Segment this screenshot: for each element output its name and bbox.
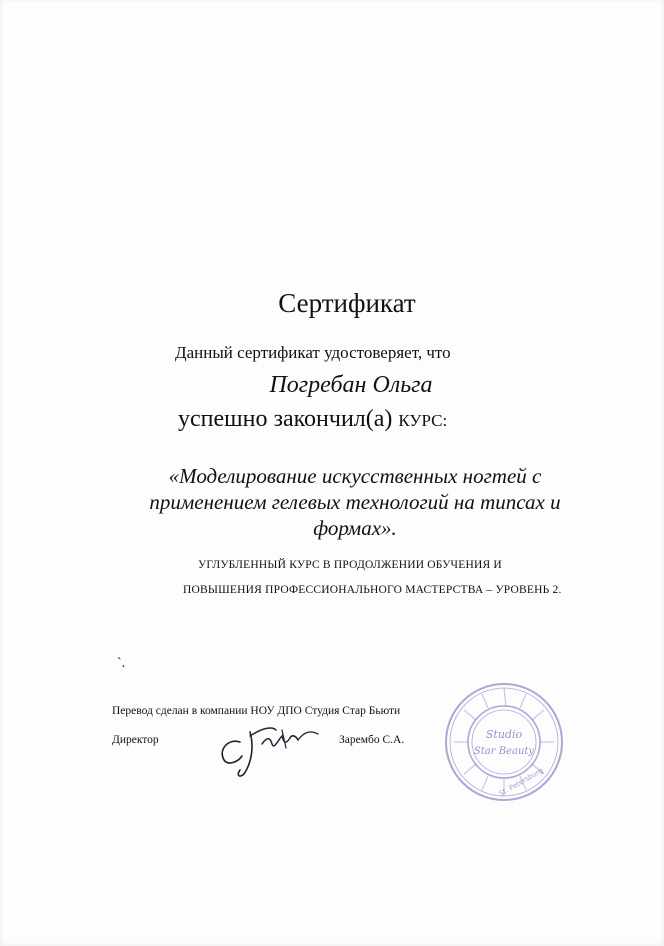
director-signature [210, 710, 335, 785]
completion-course-word: КУРС: [398, 411, 448, 430]
stray-mark: `. [117, 656, 126, 671]
stamp-ring-text: St. Petersburg [497, 766, 545, 799]
director-label: Директор [112, 734, 159, 746]
stamp-center-line-2: Star Beauty [473, 746, 535, 757]
translation-note: Перевод сделан в компании НОУ ДПО Студия Стар Бьюти [112, 705, 401, 717]
course-title-line-1: «Моделирование искусственных ногтей с [168, 464, 542, 488]
course-subtitle-line-2: ПОВЫШЕНИЯ ПРОФЕССИОНАЛЬНОГО МАСТЕРСТВА – УРОВЕНЬ 2. [183, 584, 562, 596]
director-name: Зарембо С.А. [339, 734, 405, 746]
certificate-title: Сертификат [278, 288, 416, 318]
course-subtitle-line-1: УГЛУБЛЕННЫЙ КУРС В ПРОДОЛЖЕНИИ ОБУЧЕНИЯ И [198, 559, 502, 571]
certificate-intro: Данный сертификат удостоверяет, что [175, 343, 451, 362]
course-title-line-3: формах». [313, 516, 397, 540]
stamp-seal-icon [442, 680, 566, 804]
course-title [120, 463, 590, 541]
completion-main-text: успешно закончил(а) [178, 406, 393, 432]
stamp-center-line-1: Studio [485, 728, 523, 741]
signature-drawing [210, 710, 335, 780]
completion-statement [178, 406, 447, 433]
recipient-name: Погребан Ольга [269, 372, 433, 398]
course-title-line-2: применением гелевых технологий на типсах и [149, 490, 561, 514]
company-stamp [442, 680, 566, 809]
